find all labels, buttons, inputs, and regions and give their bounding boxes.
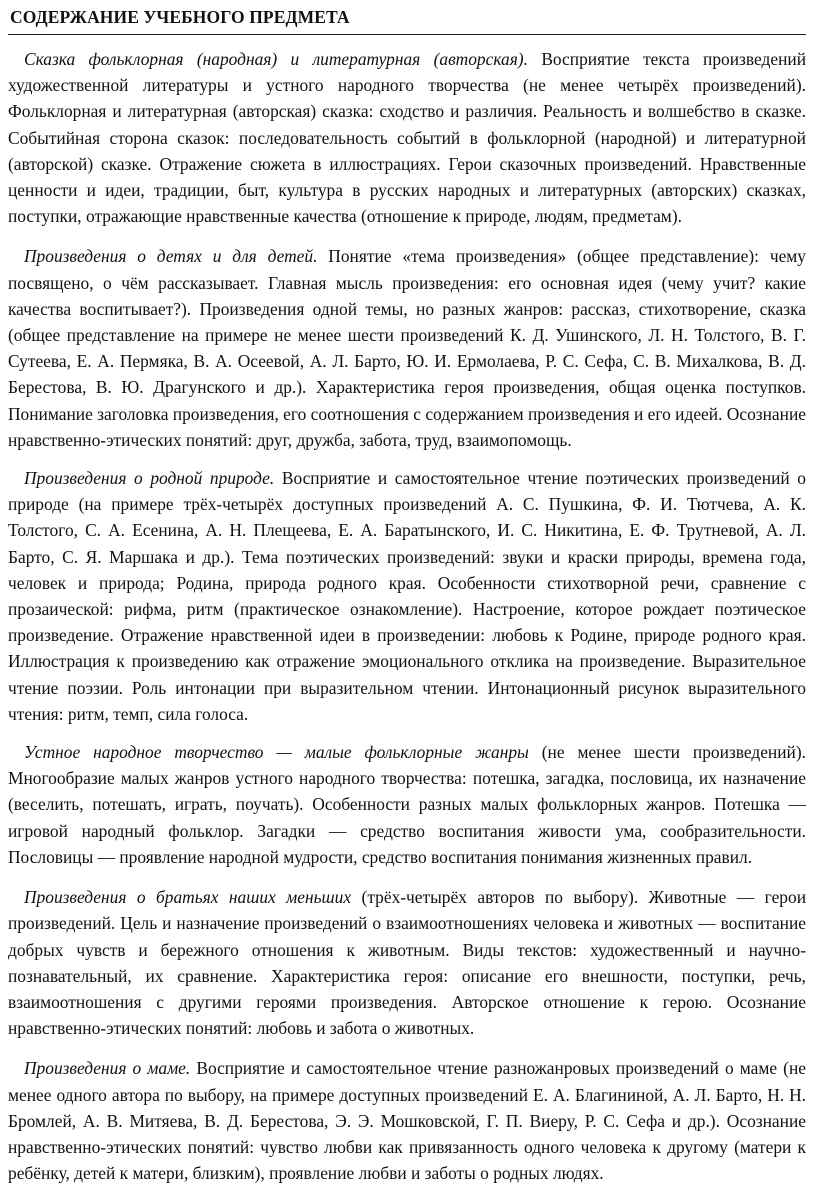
section-paragraph-animals [8, 884, 806, 1041]
section-paragraph-fairy-tales [8, 46, 806, 229]
section-paragraph-nature [8, 465, 806, 727]
section-text: Восприятие и самостоятельное чтение поэтических произведений о природе (на примере трёх-четырёх доступных произведений А. С. Пушкина, Ф. И. Тютчева, А. К. Толстого, С. А. Есенина, А. Н. Плещеева, Е. А. Баратынского, И. С. Никитина, Е. Ф. Трутневой, А. Л. Барто, С. Я. Маршака и др.). Тема поэтических произведений: звуки и краски природы, времена года, человек и природа; Родина, природа родного края. Особенности стихотворной речи, сравнение с прозаической: рифма, ритм (практическое ознакомление). Настроение, которое рождает поэтическое произведение. Отражение нравственной идеи в произведении: любовь к Родине, природе родного края. Иллюстрация к произведению как отражение эмоционального отклика на произведение. Выразительное чтение поэзии. Роль интонации при выразительном чтении. Интонационный рисунок выразительного чтения: ритм, темп, сила голоса. [8, 468, 806, 724]
document-title: СОДЕРЖАНИЕ УЧЕБНОГО ПРЕДМЕТА [10, 7, 350, 27]
section-heading: Устное народное творчество — малые фольклорные жанры [24, 742, 529, 763]
section-text: Понятие «тема произведения» (общее представление): чему посвящено, о чём рассказывает. Главная мысль произведения: его основная идея (чему учит? какие качества воспитывает?). Произведения одной темы, но разных жанров: рассказ, стихотворение, сказка (общее представление на примере не менее шести произведений К. Д. Ушинского, Л. Н. Толстого, В. Г. Сутеева, Е. А. Пермяка, В. А. Осеевой, А. Л. Барто, Ю. И. Ермолаева, Р. С. Сефа, С. В. Михалкова, В. Д. Берестова, В. Ю. Драгунского и др.). Характеристика героя произведения, общая оценка поступков. Понимание заголовка произведения, его соотношения с содержанием произведения и его идеей. Осознание нравственно-этических понятий: друг, дружба, забота, труд, взаимопомощь. [8, 246, 806, 450]
document-page [8, 0, 806, 1186]
title-divider [8, 34, 806, 35]
section-heading: Произведения о маме. [24, 1058, 191, 1079]
section-heading: Произведения о детях и для детей. [24, 246, 318, 267]
section-heading: Произведения о братьях наших меньших [24, 887, 352, 908]
section-text: (трёх-четырёх авторов по выбору). Животные — герои произведений. Цель и назначение произведений о взаимоотношениях человека и животных — воспитание добрых чувств и бережного отношения к животным. Виды текстов: художественный и научно-познавательный, их сравнение. Характеристика героя: описание его внешности, поступки, речь, взаимоотношения с другими героями произведения. Авторское отношение к герою. Осознание нравственно-этических понятий: любовь и забота о животных. [8, 887, 806, 1039]
section-heading: Сказка фольклорная (народная) и литературная (авторская). [24, 49, 528, 69]
section-heading: Произведения о родной природе. [24, 468, 275, 489]
section-paragraph-folklore [8, 739, 806, 870]
section-paragraph-children [8, 243, 806, 453]
section-paragraph-mother [8, 1055, 806, 1186]
section-text: (не менее шести произведений). Многообразие малых жанров устного народного творчества: потешка, загадка, пословица, их назначение (веселить, потешать, играть, поучать). Особенности разных малых фольклорных жанров. Потешка — игровой народный фольклор. Загадки — средство воспитания живости ума, сообразительности. Пословицы — проявление народной мудрости, средство воспитания понимания жизненных правил. [8, 742, 806, 867]
section-text: Восприятие и самостоятельное чтение разножанровых произведений о маме (не менее одного автора по выбору, на примере доступных произведений Е. А. Благининой, А. Л. Барто, Н. Н. Бромлей, А. В. Митяева, В. Д. Берестова, Э. Э. Мошковской, Г. П. Виеру, Р. С. Сефа и др.). Осознание нравственно-этических понятий: чувство любви как привязанность одного человека к другому (матери к ребёнку, детей к матери, близким), проявление любви и заботы о родных людях. [8, 1058, 806, 1184]
section-text: Восприятие текста произведений художественной литературы и устного народного творчества (не менее четырёх произведений). Фольклорная и литературная (авторская) сказка: сходство и различия. Реальность и волшебство в сказке. Событийная сторона сказок: последовательность событий в фольклорной (народной) и литературной (авторской) сказке. Отражение сюжета в иллюстрациях. Герои сказочных произведений. Нравственные ценности и идеи, традиции, быт, культура в русских народных и литературных (авторских) сказках, поступки, отражающие нравственные качества (отношение к природе, людям, предметам). [8, 49, 806, 227]
